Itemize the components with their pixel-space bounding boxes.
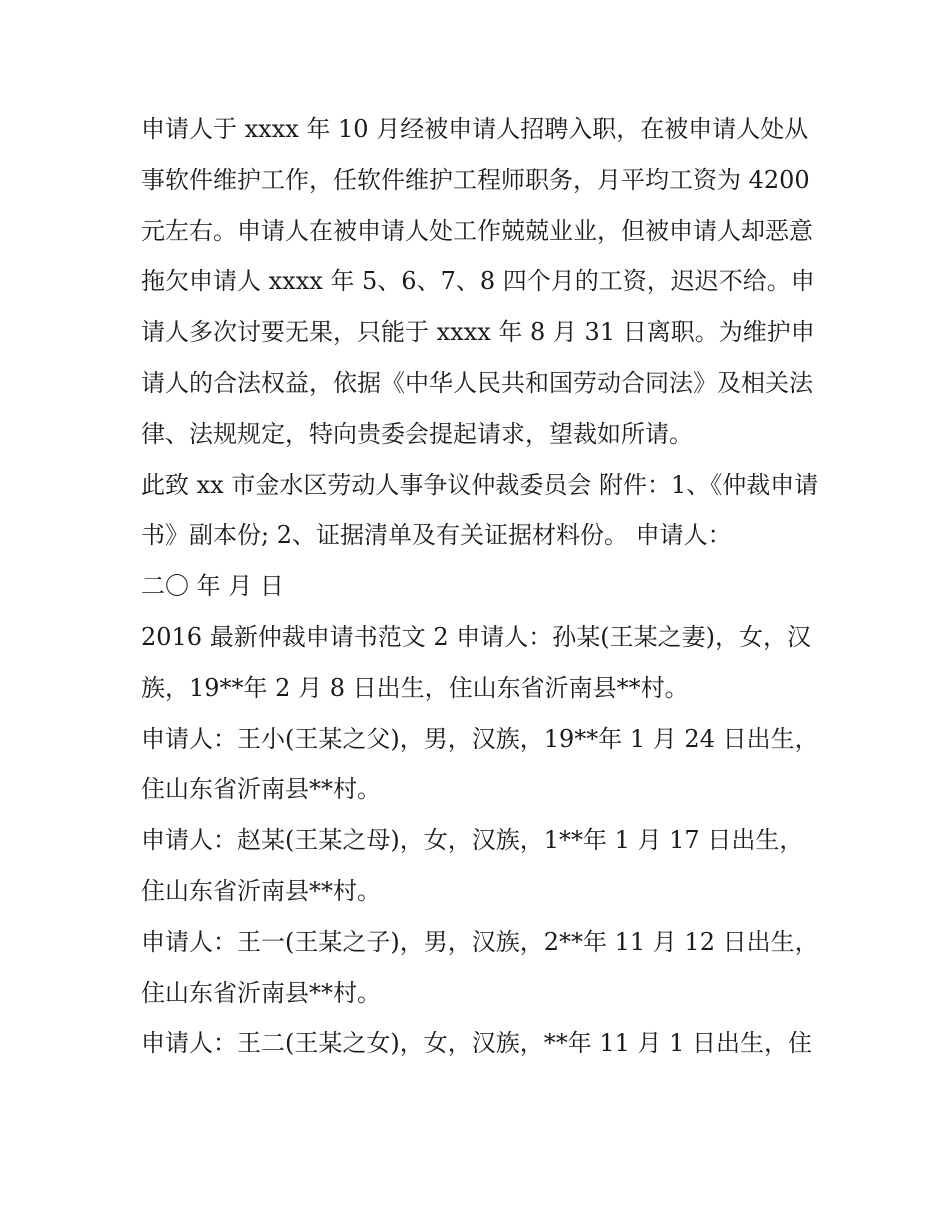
paragraph-addressee-attachments: 此致 xx 市金水区劳动人事争议仲裁委员会 附件：1、《仲裁申请书》副本份; 2、证据清单及有关证据材料份。 申请人： <box>141 470 819 550</box>
paragraph-applicant-4: 申请人：王一(王某之子)，男，汉族，2**年 11 月 12 日出生，住山东省沂南县**村。 <box>141 927 819 1007</box>
paragraph-applicant-1: 2016 最新仲裁申请书范文 2 申请人：孙某(王某之妻)，女，汉族，19**年 2 月 8 日出生，住山东省沂南县**村。 <box>141 622 811 702</box>
paragraph-applicant-2: 申请人：王小(王某之父)，男，汉族，19**年 1 月 24 日出生，住山东省沂南县**村。 <box>141 724 819 804</box>
paragraph-date-line: 二〇 年 月 日 <box>141 572 284 601</box>
paragraph-claim-facts: 申请人于 xxxx 年 10 月经被申请人招聘入职，在被申请人处从事软件维护工作，任软件维护工程师职务，月平均工资为 4200 元左右。申请人在被申请人处工作兢兢业业，但被申请人却恶意拖欠申请人 xxxx 年 5、6、7、8 四个月的工资，迟迟不给。申请人多次讨要无果，只能于 xxxx 年 8 月 31 日离职。为维护申请人的合法权益，依据《中华人民共和国劳动合同法》及相关法律、法规规定，特向贵委会提起请求，望裁如所请。 <box>141 115 818 448</box>
document-body <box>141 104 821 1069</box>
paragraph-applicant-5: 申请人：王二(王某之女)，女，汉族，**年 11 月 1 日出生，住 <box>141 1029 813 1058</box>
paragraph-applicant-3: 申请人：赵某(王某之母)，女，汉族，1**年 1 月 17 日出生，住山东省沂南县**村。 <box>141 826 804 905</box>
